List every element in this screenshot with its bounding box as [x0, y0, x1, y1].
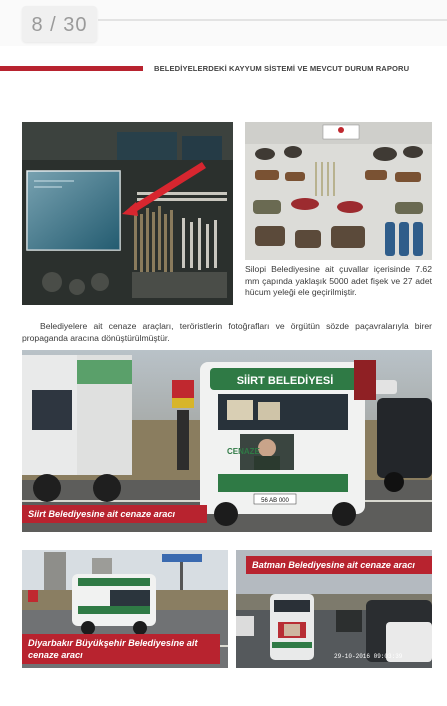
accent-bar — [0, 66, 143, 71]
siirt-vehicle-label: Siirt Belediyesine ait cenaze aracı — [22, 505, 207, 523]
silopi-items-illustration — [245, 122, 432, 260]
license-plate: 56 AB 000 — [261, 498, 289, 504]
page-indicator: 8 / 30 — [31, 14, 88, 36]
seized-weapons-photo — [22, 122, 233, 305]
batman-vehicle-label: Batman Belediyesine ait cenaze aracı — [246, 556, 432, 574]
report-title: BELEDİYELERDEKİ KAYYUM SİSTEMİ VE MEVCUT DURUM RAPORU — [154, 64, 410, 73]
batman-photo-timestamp: 29-10-2016 09:03:39 — [334, 653, 403, 660]
page-header — [0, 0, 447, 46]
silopi-photo-caption: Silopi Belediyesine ait çuvallar içerisinde 7.62 mm çapında yaklaşık 5000 adet fişek ve 27 adet hücum yeleği ele geçirilmiştir. — [245, 264, 432, 298]
page-indicator-tab[interactable] — [22, 6, 97, 42]
header-divider — [98, 19, 447, 21]
van-side-text: CENAZE — [227, 447, 260, 456]
silopi-seized-items-photo — [245, 122, 432, 260]
van-sign: SİİRT BELEDİYESİ — [236, 375, 334, 387]
funeral-vehicles-paragraph: Belediyelere ait cenaze araçları, teröristlerin fotoğrafları ve örgütün sözde paçavralarıyla birer propaganda aracına dönüştürülmüştür. — [22, 321, 432, 343]
seized-weapons-illustration — [22, 122, 233, 305]
diyarbakir-vehicle-label: Diyarbakır Büyükşehir Belediyesine ait cenaze aracı — [22, 634, 220, 664]
